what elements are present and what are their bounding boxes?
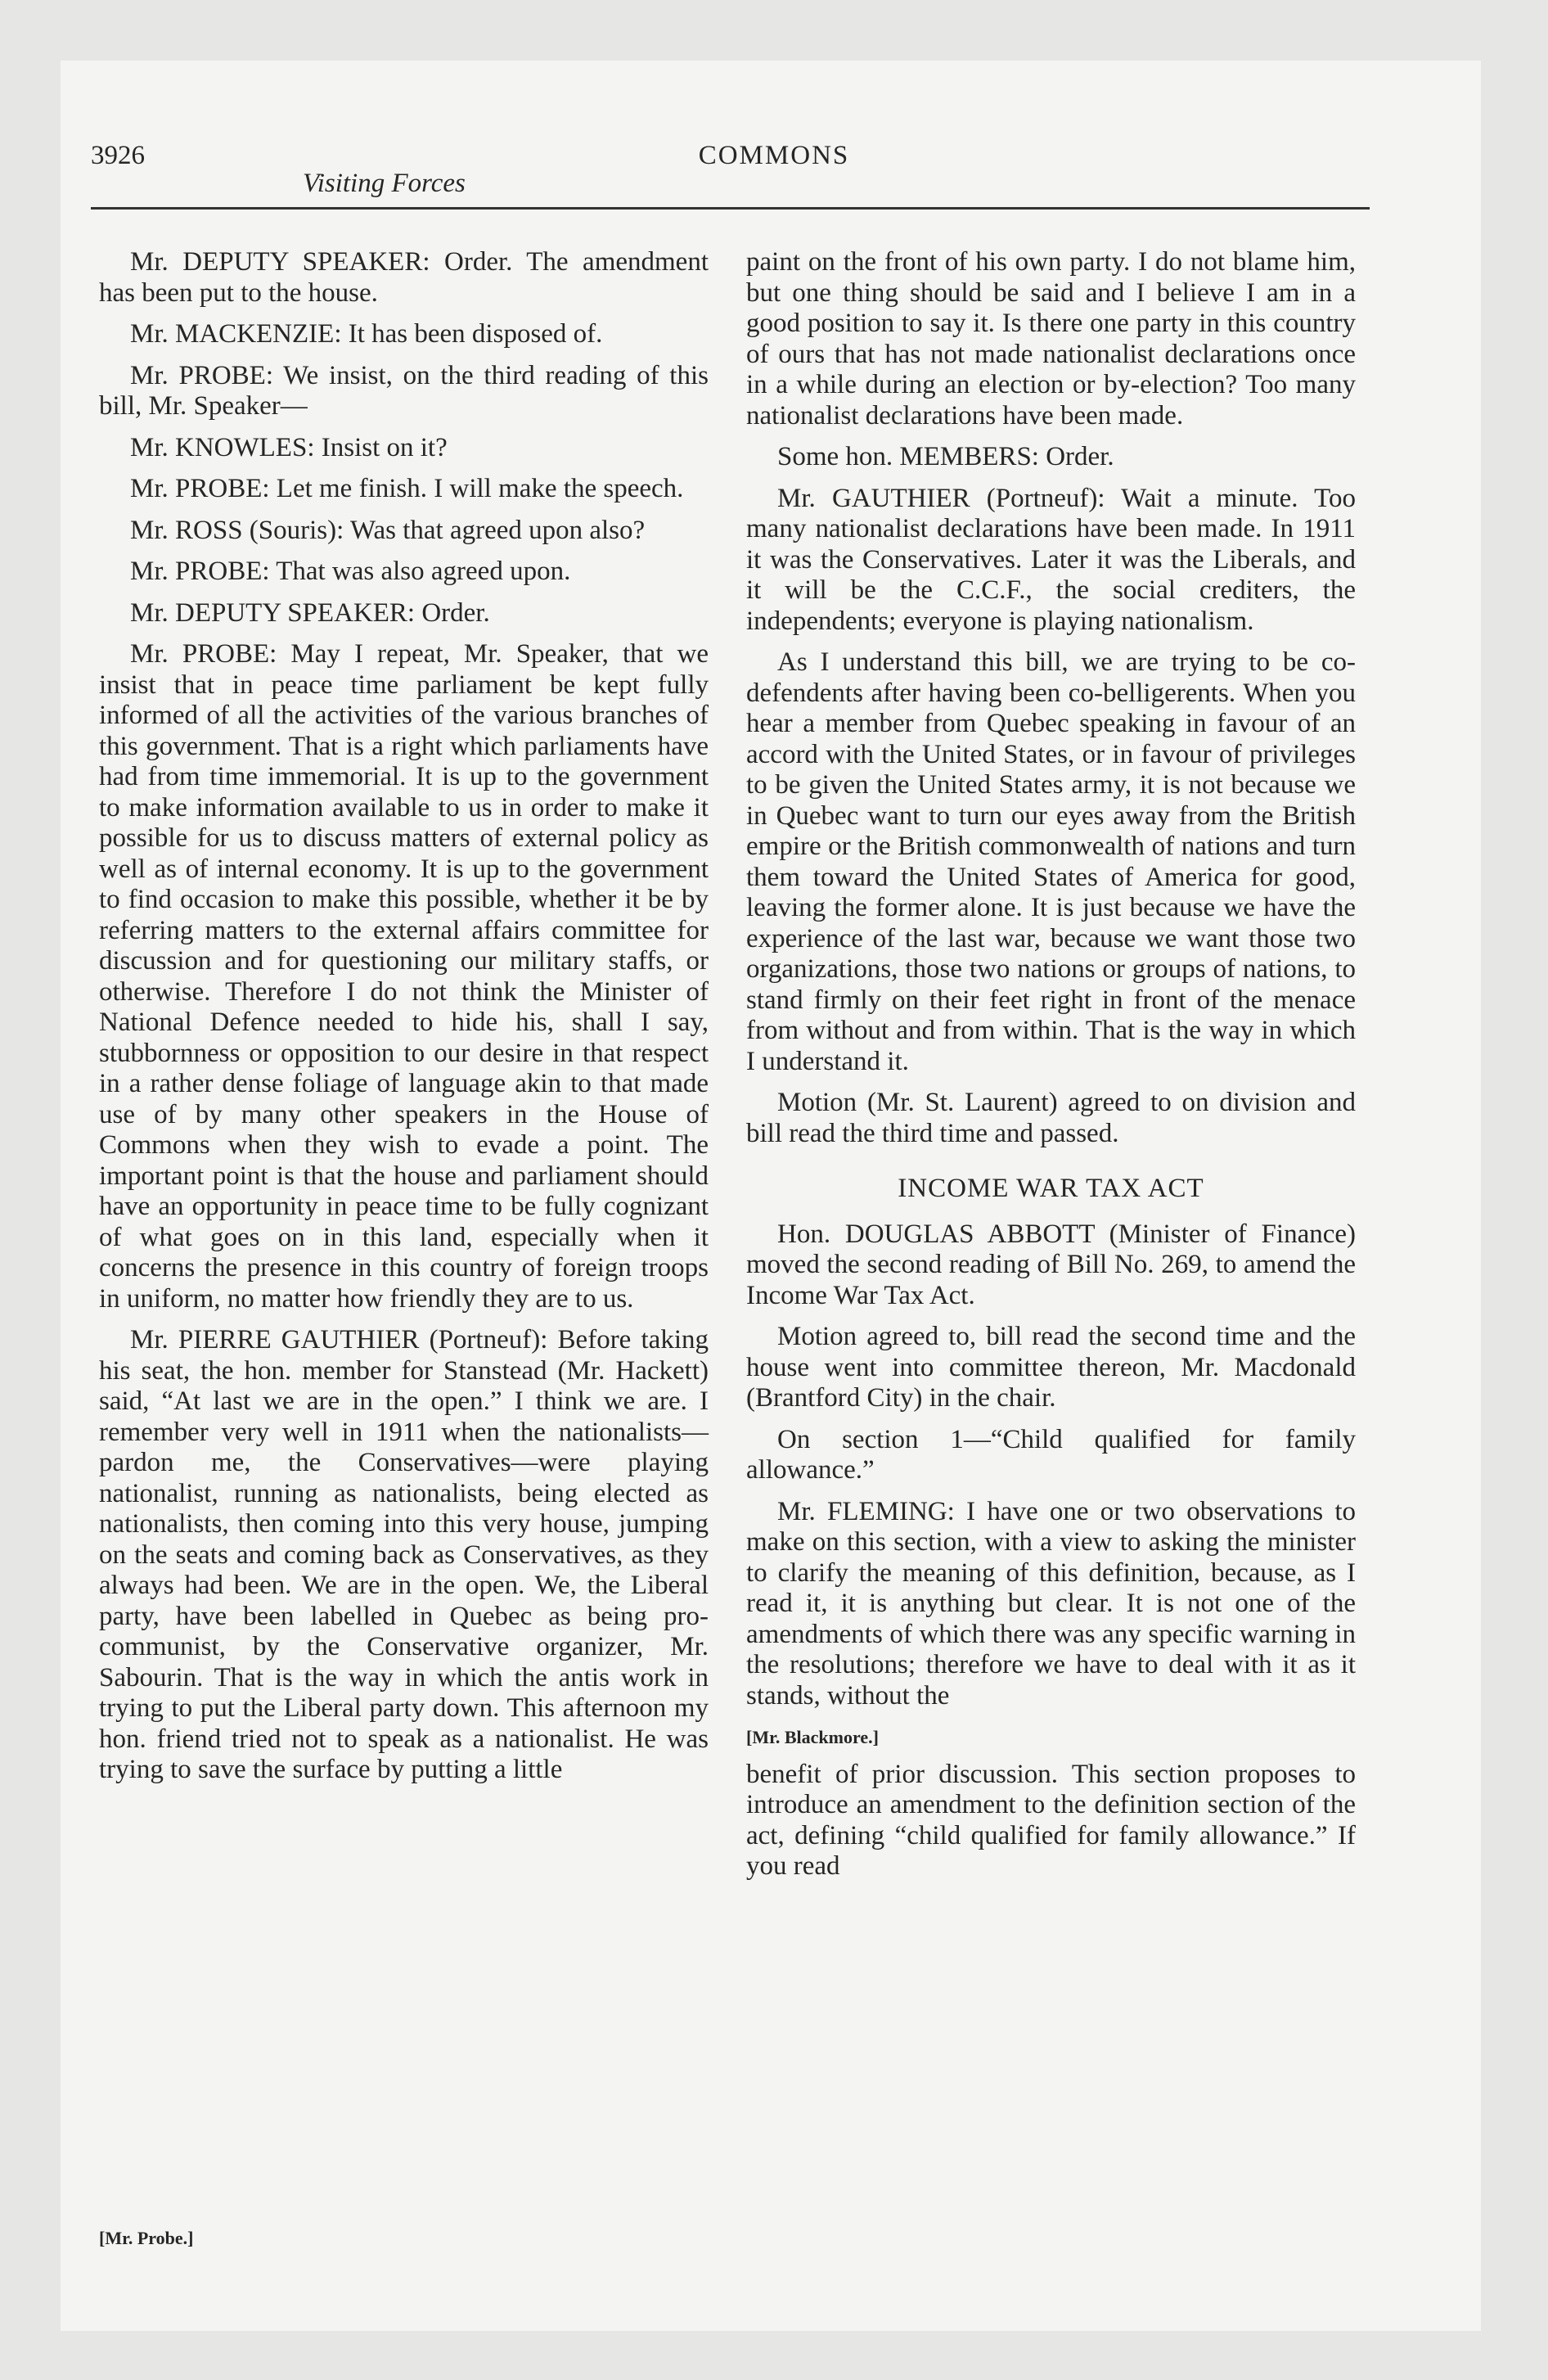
paragraph: Mr. KNOWLES: Insist on it? [130,432,448,462]
paragraph: Motion agreed to, bill read the second time and the house went into committee thereon, Mr. Macdonald (Brantford City) in the chair. [746,1322,1356,1413]
paragraph: On section 1—“Child qualified for family allowance.” [746,1424,1356,1485]
paragraph: Mr. MACKENZIE: It has been disposed of. [130,319,603,349]
left-column [99,247,709,1796]
left-footer-attribution: [Mr. Probe.] [99,2228,194,2248]
paragraph: Mr. PIERRE GAUTHIER (Portneuf): Before taking his seat, the hon. member for Stanstead (Mr. Hackett) said, “At last we are in the open.” I think we are. I remember very well in 1911 when the nationalists—pardon me, the Conservatives—were playing nationalist, running as nationalists, being elected as nationalists, then coming into this very house, jumping on the seats and coming back as Conservatives, as they always had been. We are in the open. We, the Liberal party, have been labelled in Quebec as being pro-communist, by the Conservative organizer, Mr. Sabourin. That is the way in which the antis work in trying to put the Liberal party down. This afternoon my hon. friend tried not to speak as a nationalist. He was trying to save the surface by putting a little [99,1325,709,1784]
paragraph: Hon. DOUGLAS ABBOTT (Minister of Finance) moved the second reading of Bill No. 269, to amend the Income War Tax Act. [746,1219,1356,1310]
page-header-subtitle: Visiting Forces [303,169,466,198]
page-number: 3926 [91,141,145,170]
paragraph: Mr. GAUTHIER (Portneuf): Wait a minute. Too many nationalist declarations have been made. In 1911 it was the Conservatives. Later it was the Liberals, and it will be the C.C.F., the social crediters, the independents; everyone is playing nationalism. [746,483,1356,636]
paragraph: As I understand this bill, we are trying to be co-defendents after having been co-belligerents. When you hear a member from Quebec speaking in favour of an accord with the United States, or in favour of privileges to be given the United States army, it is not because we in Quebec want to turn our eyes away from the British empire or the British commonwealth of nations and turn them toward the United States of America for good, leaving the former alone. It is just because we have the experience of the last war, because we want those two organizations, those two nations or groups of nations, to stand firmly on their feet right in front of the menace from without and from within. That is the way in which I understand it. [746,647,1356,1076]
paragraph: Mr. PROBE: We insist, on the third reading of this bill, Mr. Speaker— [99,360,709,421]
right-column [746,247,1356,1893]
paragraph: Mr. DEPUTY SPEAKER: Order. [130,597,490,628]
speaker-attribution: [Mr. Blackmore.] [746,1727,879,1747]
paragraph: Some hon. MEMBERS: Order. [777,442,1114,471]
paragraph-continuation: benefit of prior discussion. This section proposes to introduce an amendment to the definition section of the act, defining “child qualified for family allowance.” If you read [746,1759,1356,1881]
paragraph: Mr. PROBE: That was also agreed upon. [130,557,571,586]
paragraph: Mr. FLEMING: I have one or two observations to make on this section, with a view to asking the minister to clarify the meaning of this definition, because, as I read it, it is anything but clear. It is not one of the amendments of which there was any specific warning in the resolutions; therefore we have to deal with it as it stands, without the [746,1496,1356,1711]
paragraph: Mr. DEPUTY SPEAKER: Order. The amendment has been put to the house. [99,247,709,308]
paragraph-continuation: paint on the front of his own party. I do not blame him, but one thing should be said and I believe I am in a good position to say it. Is there one party in this country of ours that has not made nationalist declarations once in a while during an election or by-election? Too many nationalist declarations have been made. [746,247,1356,430]
paragraph: Mr. ROSS (Souris): Was that agreed upon also? [130,515,646,545]
paragraph: Motion (Mr. St. Laurent) agreed to on division and bill read the third time and passed. [746,1088,1356,1148]
paragraph: Mr. PROBE: Let me finish. I will make the speech. [130,474,684,503]
section-heading: INCOME WAR TAX ACT [898,1174,1204,1203]
page-header-title: COMMONS [698,141,850,170]
header-rule [91,207,1370,210]
paragraph: Mr. PROBE: May I repeat, Mr. Speaker, that we insist that in peace time parliament be kept fully informed of all the activities of the various branches of this government. That is a right which parliaments have had from time immemorial. It is up to the government to make information available to us in order to make it possible for us to discuss matters of external policy as well as of internal economy. It is up to the government to find occasion to make this possible, whether it be by referring matters to the external affairs committee for discussion and for questioning our military staffs, or otherwise. Therefore I do not think the Minister of National Defence needed to hide his, shall I say, stubbornness or opposition to our desire in that respect in a rather dense foliage of language akin to that made use of by many other speakers in the House of Commons when they wish to evade a point. The important point is that the house and parliament should have an opportunity in peace time to be fully cognizant of what goes on in this land, especially when it concerns the presence in this country of foreign troops in uniform, no matter how friendly they are to us. [99,639,709,1314]
